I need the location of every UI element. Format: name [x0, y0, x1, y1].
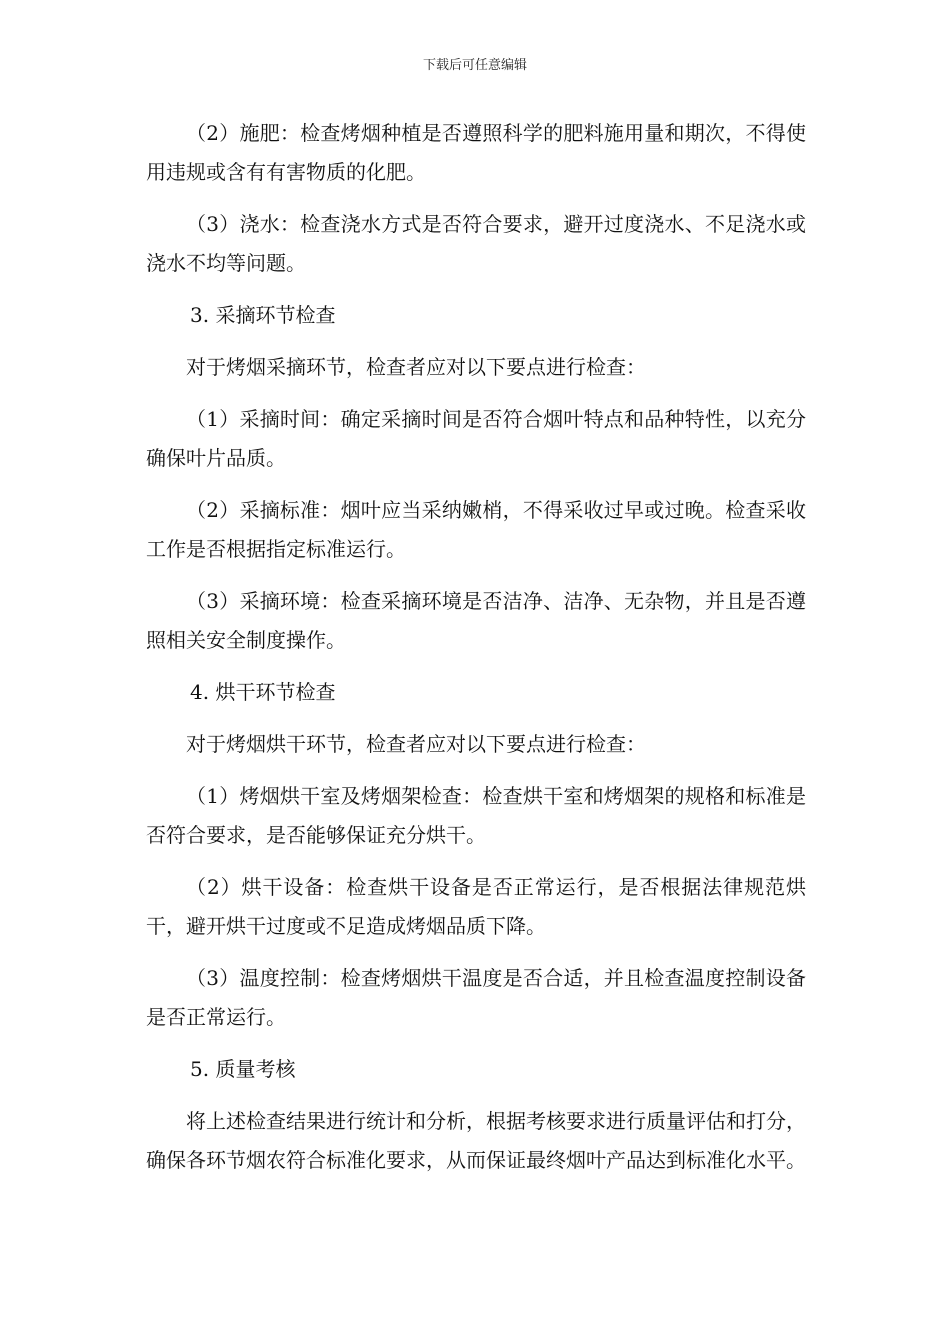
paragraph-drying-equipment: （2）烘干设备：检查烘干设备是否正常运行，是否根据法律规范烘干，避开烘干过度或不足造成烤烟品质下降。: [146, 875, 806, 938]
paragraph-drying-room: （1）烤烟烘干室及烤烟架检查：检查烘干室和烤烟架的规格和标准是否符合要求，是否能够保证充分烘干。: [146, 784, 806, 847]
paragraph-drying-intro: 对于烤烟烘干环节，检查者应对以下要点进行检查：: [186, 732, 646, 756]
section-heading-drying: 4. 烘干环节检查: [190, 680, 336, 704]
paragraph-picking-environment: （3）采摘环境：检查采摘环境是否洁净、洁净、无杂物，并且是否遵照相关安全制度操作。: [146, 589, 806, 652]
paragraph-watering: （3）浇水：检查浇水方式是否符合要求，避开过度浇水、不足浇水或浇水不均等问题。: [146, 212, 806, 275]
paragraph-picking-time: （1）采摘时间：确定采摘时间是否符合烟叶特点和品种特性，以充分确保叶片品质。: [146, 407, 806, 470]
section-heading-quality: 5. 质量考核: [190, 1057, 296, 1081]
paragraph-temperature-control: （3）温度控制：检查烤烟烘干温度是否合适，并且检查温度控制设备是否正常运行。: [146, 966, 806, 1029]
paragraph-quality-assessment: 将上述检查结果进行统计和分析，根据考核要求进行质量评估和打分，确保各环节烟农符合标准化要求，从而保证最终烟叶产品达到标准化水平。: [146, 1109, 806, 1172]
paragraph-picking-intro: 对于烤烟采摘环节，检查者应对以下要点进行检查：: [186, 355, 646, 379]
paragraph-picking-standard: （2）采摘标准：烟叶应当采纳嫩梢，不得采收过早或过晚。检查采收工作是否根据指定标准运行。: [146, 498, 806, 561]
paragraph-fertilizing: （2）施肥：检查烤烟种植是否遵照科学的肥料施用量和期次，不得使用违规或含有有害物质的化肥。: [146, 121, 806, 184]
page-header-watermark: 下载后可任意编辑: [422, 58, 527, 73]
section-heading-picking: 3. 采摘环节检查: [190, 303, 336, 327]
document-body: [146, 114, 806, 1193]
